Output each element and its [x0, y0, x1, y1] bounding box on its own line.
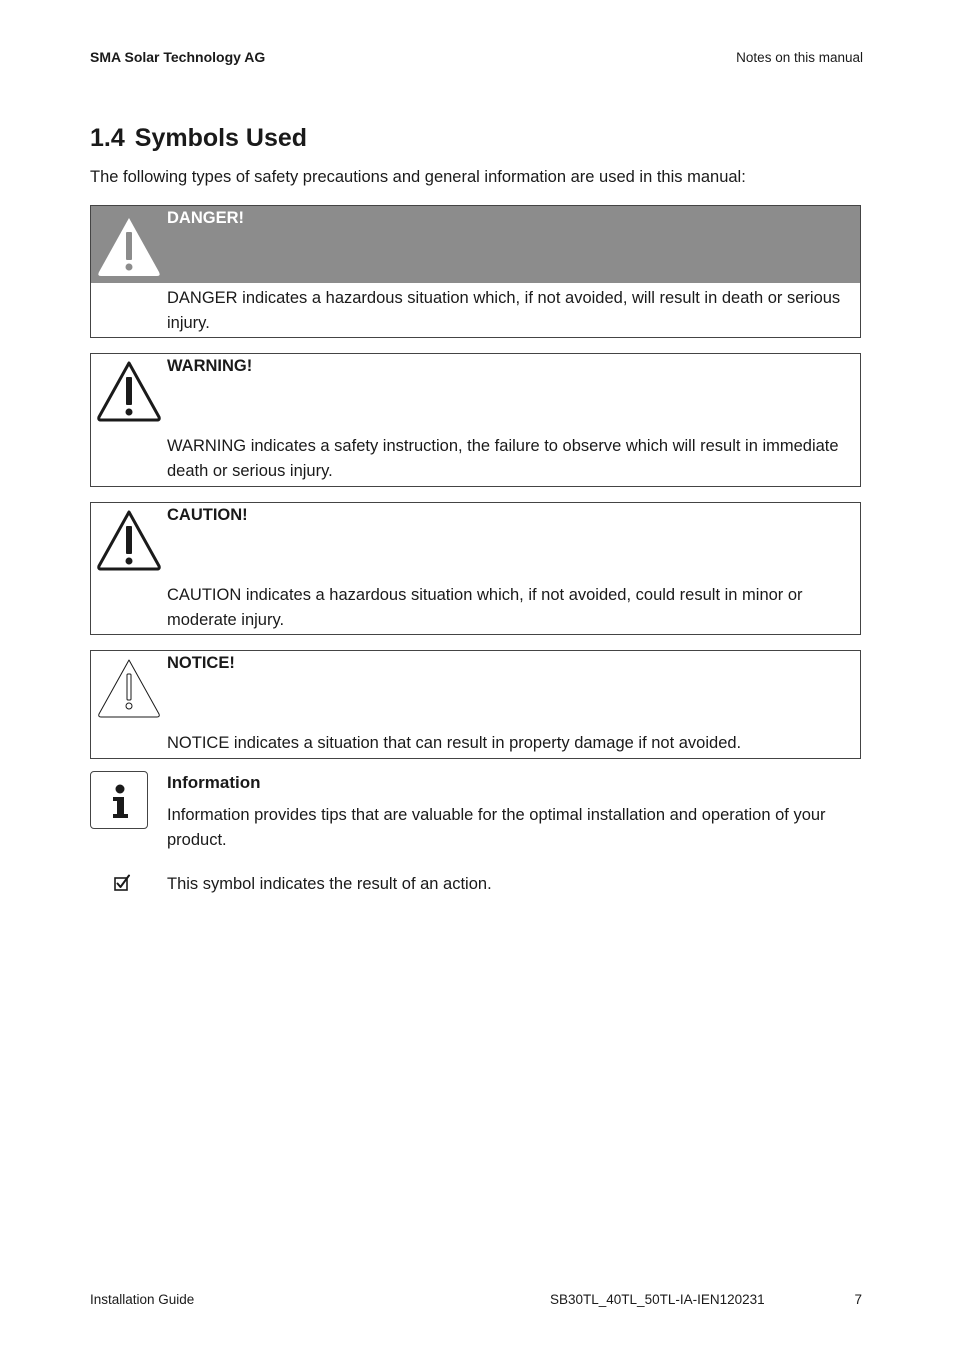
warning-triangle-icon	[95, 508, 163, 577]
caution-notice	[90, 502, 861, 635]
danger-notice	[90, 205, 861, 338]
warning-triangle-icon	[95, 359, 163, 428]
notice-title: NOTICE!	[167, 654, 235, 672]
notice-triangle-icon	[95, 656, 163, 725]
notice-text: NOTICE indicates a situation that can result in property damage if not avoided.	[167, 734, 742, 752]
warning-triangle-icon	[95, 210, 163, 283]
warning-notice	[90, 353, 861, 487]
information-block	[90, 771, 861, 861]
warning-text: WARNING indicates a safety instruction, the failure to observe which will result in immediate death or serious injury.	[167, 437, 839, 480]
information-text: Information provides tips that are valuable for the optimal installation and operation of your product.	[167, 806, 826, 849]
warning-title: WARNING!	[167, 357, 253, 375]
section-title-text: Symbols Used	[134, 124, 308, 152]
caution-title: CAUTION!	[167, 506, 248, 524]
checkbox-checked-icon	[113, 874, 131, 897]
danger-header	[91, 206, 860, 283]
header-chapter: Notes on this manual	[736, 50, 863, 65]
result-symbol-text: This symbol indicates the result of an action.	[167, 875, 492, 893]
information-title: Information	[167, 773, 261, 792]
danger-title: DANGER!	[167, 209, 244, 227]
footer-doc-id: SB30TL_40TL_50TL-IA-IEN120231	[550, 1292, 765, 1307]
caution-text: CAUTION indicates a hazardous situation which, if not avoided, could result in minor or moderate injury.	[167, 586, 803, 629]
section-number: 1.4	[90, 124, 125, 152]
notice-notice	[90, 650, 861, 759]
section-intro: The following types of safety precautions and general information are used in this manual:	[90, 168, 746, 186]
result-symbol-row	[90, 873, 861, 901]
info-icon	[90, 771, 148, 829]
footer-guide: Installation Guide	[90, 1292, 195, 1307]
footer-page-number: 7	[854, 1292, 862, 1307]
section-title	[90, 124, 307, 153]
danger-text: DANGER indicates a hazardous situation which, if not avoided, will result in death or serious injury.	[167, 289, 841, 332]
header-company: SMA Solar Technology AG	[90, 49, 266, 65]
